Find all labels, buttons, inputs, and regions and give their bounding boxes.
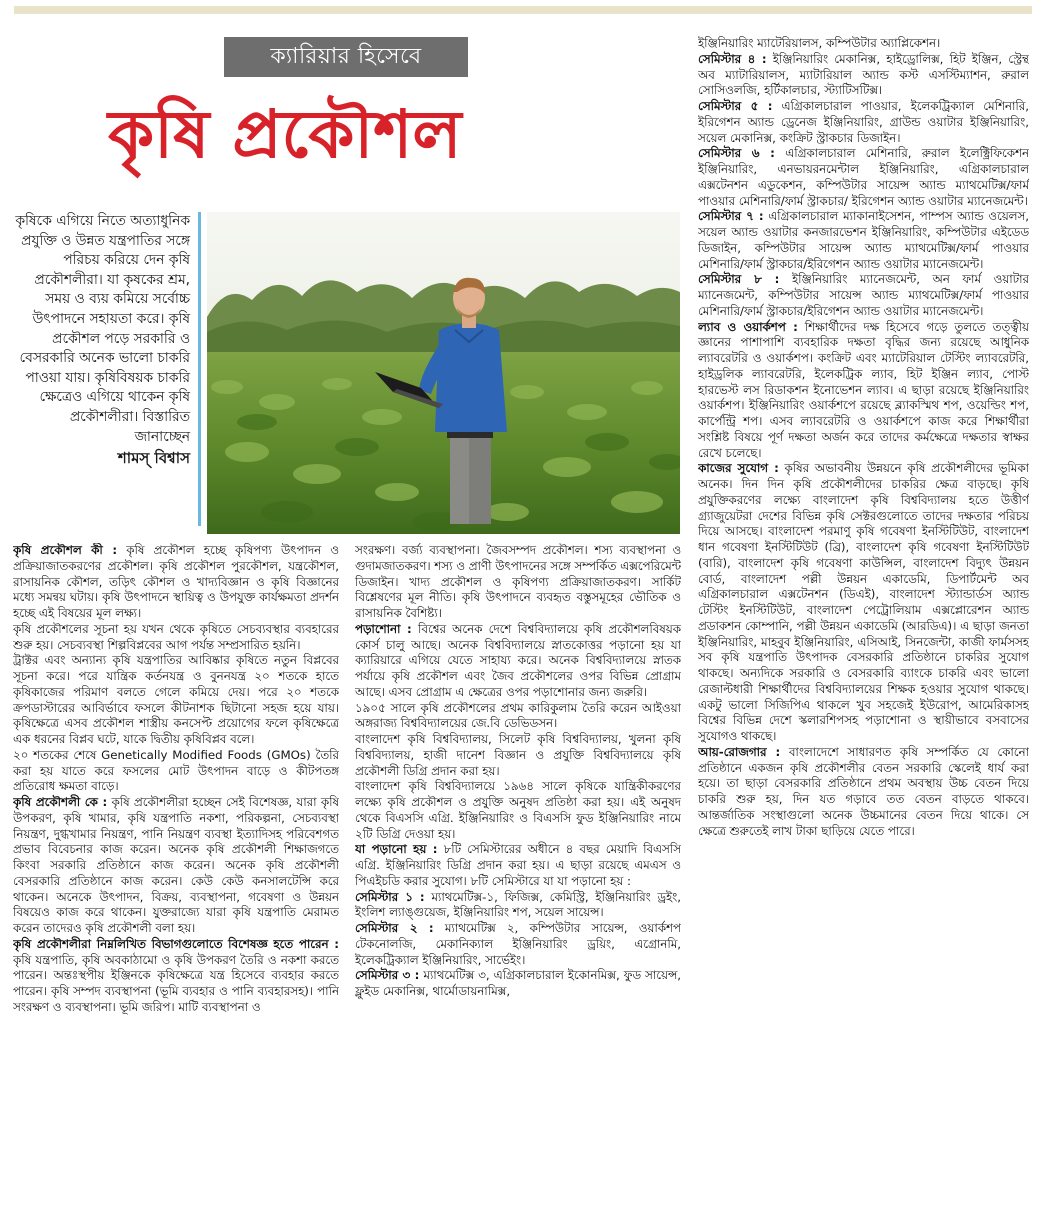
author-name: শামস্ বিশ্বাস: [117, 449, 190, 468]
paragraph-text: কৃষি প্রকৌশলীরা হচ্ছেন সেই বিশেষজ্ঞ, যারা কৃষি উপকরণ, কৃষি খামার, কৃষি যন্ত্রপাতি নকশা, পরিকল্পনা, সেচব্যবস্থা নিয়ন্ত্রণ, দুগ্ধখামার নিয়ন্ত্রণ, পানি নিয়ন্ত্রণ ব্যবস্থা ইত্যাদিসহ পরিবেশগত প্রভাব বিবেচনার কাজ করেন। অনেক কৃষি প্রকৌশলী শিক্ষাজগতে কিংবা সরকারি প্রতিষ্ঠানে কাজ করেন। অনেক কৃষি প্রকৌশলী বেসরকারি প্রতিষ্ঠানে কাজ করেন। কেউ কেউ কনসালটেন্সি করে থাকেন। অনেকে উৎপাদন, বিক্রয়, ব্যবস্থাপনা, গবেষণা ও উন্নয়ন বিষয়েও কাজ করে থাকেন। যুক্তরাজ্যে যারা কৃষি যন্ত্রপাতি মেরামত করেন তাদেরও কৃষি প্রকৌশলী বলা হয়।: [13, 795, 339, 935]
paragraph-text: বাংলাদেশ কৃষি বিশ্ববিদ্যালয়ে ১৯৬৪ সালে কৃষিকে যান্ত্রিকীকরণের লক্ষ্যে কৃষি প্রকৌশল ও প্রযুক্তি অনুষদ প্রতিষ্ঠা করা হয়। এই অনুষদ থেকে বিএসসি এগ্রি. ইঞ্জিনিয়ারিং ও বিএসসি ফুড ইঞ্জিনিয়ারিং নামে ২টি ডিগ্রি দেওয়া হয়।: [355, 779, 681, 841]
paragraph-text: কৃষি প্রকৌশল হচ্ছে কৃষিপণ্য উৎপাদন ও প্রক্রিয়াজাতকরণের প্রকৌশল। কৃষি প্রকৌশল পুরকৌশল, যন্ত্রকৌশল, রাসায়নিক কৌশল, তড়িৎ কৌশল ও খাদ্যবিজ্ঞান ও কৃষি বিজ্ঞানের মধ্যে সমন্বয় ঘটায়। কৃষি উৎপাদনে স্থায়িত্ব ও উপযুক্ত কার্যক্ষমতা প্রদর্শন হচ্ছে এই বিষয়ের মূল লক্ষ্য।: [13, 543, 339, 620]
article-column-1: [13, 543, 339, 1209]
article-paragraph: [13, 937, 339, 1016]
article-paragraph: [698, 52, 1029, 99]
section-heading: সেমিস্টার ৮ :: [698, 272, 780, 287]
section-heading: সেমিস্টার ৪ :: [698, 51, 767, 66]
article-paragraph: [698, 99, 1029, 146]
paragraph-text: সংরক্ষণ। বর্জ্য ব্যবস্থাপনা। জৈবসম্পদ প্রকৌশল। শস্য ব্যবস্থাপনা ও গুদামজাতকরণ। শস্য ও প্রাণী উৎপাদনের সঙ্গে সম্পর্কিত এক্সপেরিমেন্ট ডিজাইন। খাদ্য প্রকৌশল ও কৃষিপণ্য প্রক্রিয়াজাতকরণ। সার্কিট বিশ্লেষণের মূল নীতি। কৃষি উৎপাদনে ব্যবহৃত বস্তুসমূহের ভৌতিক ও রাসায়নিক বৈশিষ্ট্য।: [355, 543, 681, 620]
section-heading: সেমিস্টার ৫ :: [698, 99, 773, 113]
article-paragraph: [698, 272, 1029, 319]
paragraph-text: বিশ্বের অনেক দেশে বিশ্ববিদ্যালয়ে কৃষি প্রকৌশলবিষয়ক কোর্স চালু আছে। অনেক বিশ্ববিদ্যালয়ে স্নাতকোত্তর পড়ানো হয় যা ক্যারিয়ারে এগিয়ে যেতে সাহায্য করে। অনেক বিশ্ববিদ্যালয়ে স্নাতক পর্যায়ে কৃষি প্রকৌশল এবং জৈব প্রকৌশলের ওপর বিভিন্ন প্রোগ্রাম আছে। এসব প্রোগ্রাম এ ক্ষেত্রের ওপর পড়াশোনার জন্য জরুরি।: [355, 621, 681, 699]
paragraph-text: কৃষির অভাবনীয় উন্নয়নে কৃষি প্রকৌশলীদের ভূমিকা অনেক। দিন দিন কৃষি প্রকৌশলীদের চাকরির ক্ষেত্র বাড়ছে। কৃষি প্রযুক্তিকরণের লক্ষ্যে বাংলাদেশ কৃষি বিশ্ববিদ্যালয় হতে উত্তীর্ণ গ্র্যাজুয়েটরা দেশের বিভিন্ন কৃষি সেক্টরগুলোতে তাদের দক্ষতার পরিচয় দিয়ে আসছে। বাংলাদেশ পরমাণু কৃষি গবেষণা ইনস্টিটিউট, বাংলাদেশ ধান গবেষণা ইনস্টিটিউট (ব্রি), বাংলাদেশ কৃষি গবেষণা ইনস্টিটিউট (বারি), বাংলাদেশ কৃষি গবেষণা কাউন্সিল, বাংলাদেশ বিদ্যুৎ উন্নয়ন বোর্ড, বাংলাদেশ পল্লী উন্নয়ন একাডেমি, ডিপার্টমেন্ট অব এগ্রিকালচারাল এক্সটেনশন (ডিএই), বাংলাদেশ স্ট্যান্ডার্ডস অ্যান্ড টেস্টিং ইনস্টিটিউট, বাংলাদেশ পেট্রোলিয়াম এক্সপ্লোরেশন অ্যান্ড প্রডাকশন কোম্পানি, পল্লী উন্নয়ন একাডেমি (আরডিএ)। এ ছাড়া জনতা ইঞ্জিনিয়ারিং, মাহবুব ইঞ্জিনিয়ারিং, এসিআই, সিনজেন্টা, কাজী ফার্মসসহ সব কৃষি যন্ত্রপাতি উৎপাদক বেসরকারি প্রতিষ্ঠানে চাকরির সুযোগ থাকছে। অন্যদিকে সরকারি ও বেসরকারি ব্যাংকে চাকরি এবং ভালো রেজাল্টধারী শিক্ষার্থীদের বিশ্ববিদ্যালয়ের শিক্ষক হওয়ার সুযোগ থাকছে। একটু ভালো সিজিপিএ থাকলে খুব সহজেই ইউরোপ, আমেরিকাসহ বিশ্বের বিভিন্ন দেশে স্কলারশিপসহ পড়াশোনা ও স্থায়ীভাবে বসবাসের সুযোগও থাকছে।: [698, 461, 1029, 743]
article-paragraph: [13, 543, 339, 622]
section-heading: কৃষি প্রকৌশল কী :: [13, 543, 118, 557]
paragraph-text: ১৯০৫ সালে কৃষি প্রকৌশলের প্রথম কারিকুলাম তৈরি করেন আইওয়া অঙ্গরাজ্য বিশ্ববিদ্যালয়ের জে.বি ডেভিডসন।: [355, 700, 681, 731]
section-heading: সেমিস্টার ৭ :: [698, 209, 764, 224]
feature-photo: [207, 212, 680, 534]
section-heading: পড়াশোনা :: [355, 621, 412, 636]
section-heading: আয়-রোজগার :: [698, 744, 781, 759]
article-column-3: [698, 36, 1029, 1209]
paragraph-text: এগ্রিকালচারাল মেশিনারি, রুরাল ইলেক্ট্রিফিকেশন ইঞ্জিনিয়ারিং, এনভায়রনমেন্টাল ইঞ্জিনিয়ারিং, এগ্রিকালচারাল এক্সটেনশন এডুকেশন, কম্পিউটার সায়েন্স অ্যান্ড ম্যাথমেটিক্স/ফার্ম পাওয়ার মেশিনারি/ফার্ম স্ট্রাকচার/ ইরিগেশন অ্যান্ড ওয়াটার ম্যানেজমেন্ট।: [698, 146, 1029, 208]
article-paragraph: [13, 795, 339, 937]
article-paragraph: [355, 701, 681, 733]
article-column-2: [355, 543, 681, 1209]
kicker-label: ক্যারিয়ার হিসেবে: [224, 37, 468, 77]
paragraph-text: ট্রাক্টর এবং অন্যান্য কৃষি যন্ত্রপাতির আবিষ্কার কৃষিতে নতুন বিপ্লবের সূচনা করে। পরে যান্ত্রিক কর্তনযন্ত্র ও বুননযন্ত্র ২০ শতকে হাতে কৃষিকাজের পরিমাণ বলতে গেলে কমিয়ে দেয়। পরে ২০ শতকে ক্রপডাস্টারের আবির্ভাবে ফসলে কীটনাশক ছিটানো সহজ হয়ে যায়। কৃষিক্ষেত্রে এসব প্রকৌশল শাস্ত্রীয় কনসেপ্ট প্রয়োগের ফলে কৃষিক্ষেত্রে এক ধরনের বিপ্লব ঘটে, যাকে দ্বিতীয় কৃষিবিপ্লব বলে।: [13, 653, 339, 746]
paragraph-text: ইঞ্জিনিয়ারিং ম্যাটেরিয়ালস, কম্পিউটার অ্যাপ্লিকেশন।: [698, 36, 941, 50]
lede-text: কৃষিকে এগিয়ে নিতে অত্যাধুনিক প্রযুক্তি ও উন্নত যন্ত্রপাতির সঙ্গে পরিচয় করিয়ে দেন কৃষি প্রকৌশলীরা। যা কৃষকের শ্রম, সময় ও ব্যয় কমিয়ে সর্বোচ্চ উৎপাদনে সহায়তা করে। কৃষি প্রকৌশল পড়ে সরকারি ও বেসরকারি অনেক ভালো চাকরি পাওয়া যায়। কৃষিবিষয়ক চাকরি ক্ষেত্রেও এগিয়ে থাকেন কৃষি প্রকৌশলীরা। বিস্তারিত জানাচ্ছেন: [15, 213, 190, 445]
article-paragraph: [13, 653, 339, 748]
article-paragraph: [355, 779, 681, 842]
paragraph-text: এগ্রিকালচারাল পাওয়ার, ইলেকট্রিক্যাল মেশিনারি, ইরিগেশন অ্যান্ড ড্রেনেজ ইঞ্জিনিয়ারিং, গ্রাউন্ড ওয়াটার ইঞ্জিনিয়ারিং, সয়েল মেকানিক্স, কংক্রিট স্ট্রাকচার ডিজাইন।: [698, 99, 1029, 145]
article-paragraph: [698, 461, 1029, 745]
article-paragraph: [355, 921, 681, 968]
article-paragraph: [355, 842, 681, 889]
article-paragraph: [698, 36, 1029, 52]
article-paragraph: [355, 622, 681, 701]
section-heading: ল্যাব ও ওয়ার্কশপ :: [698, 319, 798, 334]
paragraph-text: শিক্ষার্থীদের দক্ষ হিসেবে গড়ে তুলতে তত্ত্বীয় জ্ঞানের পাশাপাশি ব্যবহারিক দক্ষতা বৃদ্ধির জন্য রয়েছে আধুনিক ল্যাবরেটরি ও ওয়ার্কশপ। কংক্রিট এবং ম্যাটেরিয়াল টেস্টিং ল্যাবরেটরি, হাইড্রলিক ল্যাবরেটরি, ইলেকট্রিক ল্যাব, হিট ইঞ্জিন ল্যাব, পোস্ট হারভেস্ট লস রিডাকশন ইনোভেশন ল্যাব। এ ছাড়া রয়েছে ইঞ্জিনিয়ারিং ওয়ার্কশপ। ইঞ্জিনিয়ারিং ওয়ার্কশপে রয়েছে ব্ল্যাকস্মিথ শপ, ওয়েল্ডিং শপ, কার্পেন্ট্রি শপ। এসব ল্যাবরেটরি ও ওয়ার্কশপে কাজ করে শিক্ষার্থীরা সংশ্লিষ্ট বিষয়ে পূর্ণ দক্ষতা অর্জন করে তাদের কর্মক্ষেত্রে দক্ষতার স্বাক্ষর রেখে চলেছে।: [698, 319, 1029, 460]
top-decorative-bar: [14, 6, 1032, 14]
paragraph-text: এগ্রিকালচারাল ম্যাকানাইসেশন, পাম্পস অ্যান্ড ওয়েলস, সয়েল অ্যান্ড ওয়াটার কনজারভেশন ইঞ্জিনিয়ারিং, কম্পিউটার এইডেড ডিজাইন, কম্পিউটার সায়েন্স অ্যান্ড ম্যাথমেটিক্স/ফার্ম পাওয়ার মেশিনারি/ফার্ম স্ট্রাকচার/ইরিগেশন অ্যান্ড ওয়াটার ম্যানেজমেন্ট।: [698, 209, 1029, 271]
section-heading: যা পড়ানো হয় :: [355, 842, 438, 857]
section-heading: সেমিস্টার ৩ :: [355, 968, 420, 983]
article-paragraph: [355, 890, 681, 922]
section-heading: সেমিস্টার ২ :: [355, 921, 434, 935]
article-paragraph: [698, 320, 1029, 462]
article-headline: কৃষি প্রকৌশল: [108, 96, 462, 173]
paragraph-text: কৃষি যন্ত্রপাতি, কৃষি অবকাঠামো ও কৃষি উপকরণ তৈরি ও নকশা করতে পারেন। অন্তঃস্থপীয় ইঞ্জিনকে কৃষিক্ষেত্রে যন্ত্র হিসেবে ব্যবহার করতে পারেন। কৃষি সম্পদ ব্যবস্থাপনা (ভূমি ব্যবহার ও পানি ব্যবহারসহ)। পানি সংরক্ষণ ও ব্যবস্থাপনা। ভূমি জরিপ। মাটি ব্যবস্থাপনা ও: [13, 952, 339, 1014]
paragraph-text: ম্যাথমেটিক্স-১, ফিজিক্স, কেমিস্ট্রি, ইঞ্জিনিয়ারিং ড্রইং, ইংলিশ ল্যাঙ্গুয়েজ, ইঞ্জিনিয়ারিং শপ, সয়েল সায়েন্স।: [355, 889, 681, 920]
lede-block: [12, 212, 201, 526]
paragraph-text: বাংলাদেশে সাধারণত কৃষি সম্পর্কিত যে কোনো প্রতিষ্ঠানে একজন কৃষি প্রকৌশলীর বেতন সরকারি স্কেলেই ধার্য করা হয়ে। তা ছাড়া বেসরকারি প্রতিষ্ঠানে প্রথম অবস্থায় উচ্চ বেতন দিয়ে চাকরি শুরু হয়, দিন যত গড়াবে তত বেতন বাড়তে থাকবে। আন্তর্জাতিক সংস্থাগুলো অনেক উচ্চমানের বেতন দিয়ে থাকে। সে ক্ষেত্রে শুরুতেই লাখ টাকা ছাড়িয়ে যেতে পারে।: [698, 744, 1029, 838]
article-paragraph: [698, 146, 1029, 209]
section-heading: সেমিস্টার ৬ :: [698, 146, 775, 161]
paragraph-text: ম্যাথমেটিক্স ৩, এগ্রিকালচারাল ইকোনমিক্স, ফুড সায়েন্স, ফ্লুইড মেকানিক্স, থার্মোডায়নামিক্স,: [355, 968, 681, 998]
article-paragraph: [355, 543, 681, 622]
paragraph-text: ইঞ্জিনিয়ারিং ম্যানেজমেন্ট, অন ফার্ম ওয়াটার ম্যানেজমেন্ট, কম্পিউটার সায়েন্স অ্যান্ড ম্যাথমেটিক্স/ফার্ম পাওয়ার মেশিনারি/ফার্ম স্ট্রাকচার/ইরিগেশন অ্যান্ড ওয়াটার ম্যানেজমেন্ট।: [698, 272, 1029, 318]
article-paragraph: [698, 209, 1029, 272]
section-heading: কাজের সুযোগ :: [698, 461, 779, 476]
paragraph-text: ২০ শতকের শেষে Genetically Modified Foods (GMOs) তৈরি করা হয় যাতে করে ফসলের মোট উৎপাদন বাড়ে ও কীটপতঙ্গ প্রতিরোধ ক্ষমতা বাড়ে।: [13, 747, 339, 794]
article-paragraph: [13, 622, 339, 654]
article-paragraph: [698, 745, 1029, 840]
paragraph-text: কৃষি প্রকৌশলের সূচনা হয় যখন থেকে কৃষিতে সেচব্যবস্থার ব্যবহারের শুরু হয়। সেচব্যবস্থা শিল্পবিপ্লবের আগ পর্যন্ত সম্প্রসারিত হয়নি।: [13, 621, 339, 652]
section-heading: কৃষি প্রকৌশলী কে :: [13, 795, 108, 809]
article-paragraph: [355, 732, 681, 779]
paragraph-text: ইঞ্জিনিয়ারিং মেকানিক্স, হাইড্রোলিক্স, হিট ইঞ্জিন, স্ট্রেন্থ অব ম্যাটারিয়ালস, ম্যাটারিয়াল অ্যান্ড কস্ট এসস্টিম্যাশন, রুরাল সোসিওলজি, হর্টিকালচার, স্ট্যাটিসটিক্স।: [698, 51, 1029, 98]
article-paragraph: [13, 748, 339, 795]
paragraph-text: ৮টি সেমিস্টারের অধীনে ৪ বছর মেয়াদি বিএসসি এগ্রি. ইঞ্জিনিয়ারিং ডিগ্রি প্রদান করা হয়। এ ছাড়া রয়েছে এমএস ও পিএইচডি করার সুযোগ। ৮টি সেমিস্টারে যা যা পড়ানো হয় :: [355, 842, 681, 888]
section-heading: কৃষি প্রকৌশলীরা নিম্নলিখিত বিভাগগুলোতে বিশেষজ্ঞ হতে পারেন :: [13, 936, 339, 951]
paragraph-text: ম্যাথমেটিক্স ২, কম্পিউটার সায়েন্স, ওয়ার্কশপ টেকনোলজি, মেকানিক্যাল ইঞ্জিনিয়ারিং ড্রয়িং, এগ্রোনমি, ইলেকট্রিক্যাল ইঞ্জিনিয়ারিং, সার্ভেইং।: [355, 921, 681, 967]
section-heading: সেমিস্টার ১ :: [355, 889, 425, 904]
paragraph-text: বাংলাদেশ কৃষি বিশ্ববিদ্যালয়, সিলেট কৃষি বিশ্ববিদ্যালয়, খুলনা কৃষি বিশ্ববিদ্যালয়, হাজী দানেশ বিজ্ঞান ও প্রযুক্তি বিশ্ববিদ্যালয়ে কৃষি প্রকৌশলী ডিগ্রি প্রদান করা হয়।: [355, 732, 681, 778]
article-paragraph: [355, 968, 681, 1000]
